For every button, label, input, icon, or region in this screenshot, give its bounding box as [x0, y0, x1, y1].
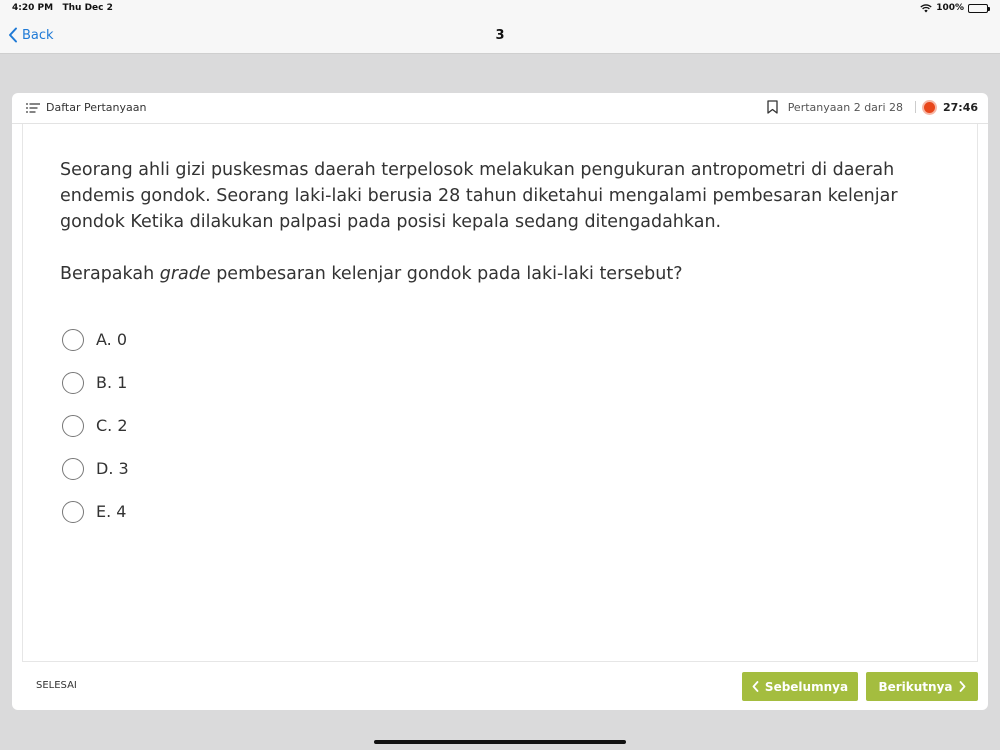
radio-button[interactable]: [62, 329, 84, 351]
radio-button[interactable]: [62, 458, 84, 480]
chevron-left-icon: [752, 681, 759, 692]
status-indicators: [920, 3, 988, 13]
record-icon: [922, 100, 937, 115]
answer-label: C. 2: [96, 416, 128, 435]
status-clock: 4:20 PM: [12, 3, 54, 13]
divider: [915, 101, 916, 113]
answer-option-c[interactable]: [62, 404, 129, 447]
answer-label: E. 4: [96, 502, 127, 521]
question-body: [22, 124, 978, 662]
timer-value: 27:46: [942, 101, 978, 114]
question-list-button[interactable]: [26, 101, 146, 114]
question-list-label: Daftar Pertanyaan: [46, 101, 147, 114]
question-header: [12, 93, 988, 124]
prompt-start: Berapakah: [60, 264, 160, 284]
battery-icon: [968, 4, 988, 13]
nav-title: 3: [495, 28, 505, 43]
prompt-emphasis: grade: [159, 264, 211, 284]
list-icon: [26, 103, 40, 113]
answer-option-e[interactable]: [62, 490, 129, 533]
wifi-icon: [920, 4, 932, 13]
radio-button[interactable]: [62, 501, 84, 523]
battery-percent: 100%: [936, 3, 964, 13]
bookmark-icon[interactable]: [767, 100, 778, 114]
answer-option-d[interactable]: [62, 447, 129, 490]
radio-button[interactable]: [62, 415, 84, 437]
chevron-right-icon: [959, 681, 966, 692]
timer: [922, 100, 978, 115]
radio-button[interactable]: [62, 372, 84, 394]
question-prompt: [60, 261, 900, 287]
question-text: Seorang ahli gizi puskesmas daerah terpelosok melakukan pengukuran antropometri di daerah endemis gondok. Seorang laki-laki berusia 28 tahun diketahui mengalami pembesaran kelenjar gondok Ketika dilakukan palpasi pada posisi kepala sedang ditengadahkan.: [60, 160, 898, 232]
answer-option-a[interactable]: [62, 318, 129, 361]
back-label: Back: [22, 27, 54, 43]
home-indicator[interactable]: [374, 740, 626, 744]
next-label: Berikutnya: [878, 679, 953, 694]
status-time: [12, 3, 113, 13]
ios-top-bar: [0, 0, 1000, 54]
prompt-end: pembesaran kelenjar gondok pada laki-laki tersebut?: [210, 264, 683, 284]
answer-label: A. 0: [96, 330, 128, 349]
answer-label: B. 1: [96, 373, 128, 392]
answer-label: D. 3: [96, 459, 129, 478]
question-counter-group: [767, 100, 916, 114]
answer-option-b[interactable]: [62, 361, 129, 404]
previous-label: Sebelumnya: [764, 679, 849, 694]
question-card: [12, 93, 988, 710]
previous-button[interactable]: [742, 672, 858, 701]
next-button[interactable]: [866, 672, 978, 701]
status-date: Thu Dec 2: [62, 3, 113, 13]
finish-button[interactable]: SELESAI: [36, 680, 77, 691]
question-counter: Pertanyaan 2 dari 28: [787, 100, 903, 114]
answer-options: [62, 318, 129, 533]
